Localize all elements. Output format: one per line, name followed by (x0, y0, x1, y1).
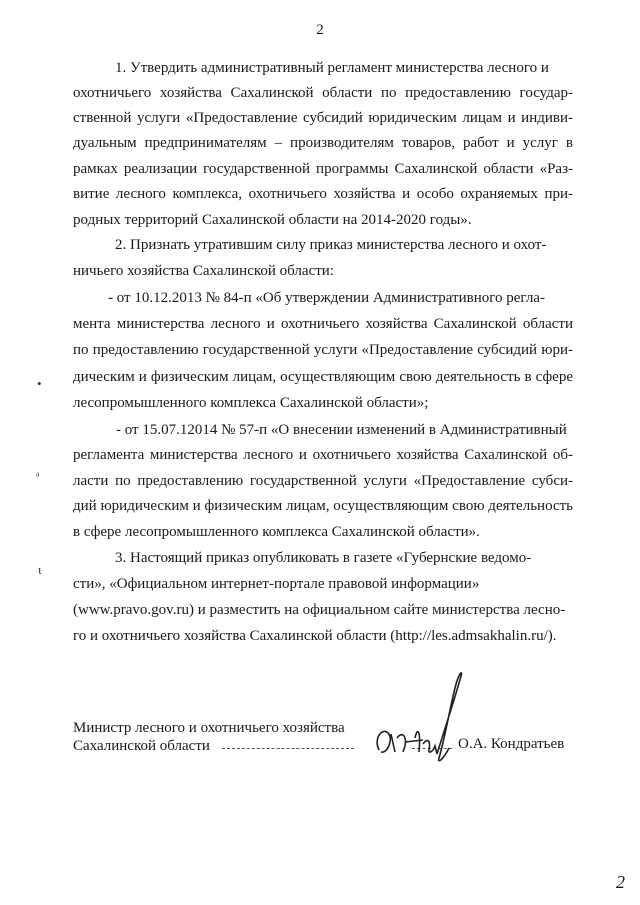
text-line: витие лесного комплекса, охотничьего хозяйства и особо охраняемых при- (73, 186, 573, 202)
text-line: охотничьего хозяйства Сахалинской области по предоставлению государ- (73, 85, 573, 101)
signatory-name: О.А. Кондратьев (458, 736, 565, 752)
text-line: рамках реализации государственной программы Сахалинской области «Раз- (73, 161, 573, 177)
signature-line (222, 748, 354, 749)
signatory-title: Министр лесного и охотничьего хозяйства (73, 720, 345, 736)
handwritten-signature (365, 668, 465, 768)
page-number: 2 (316, 22, 324, 38)
margin-mark: ᵃ (36, 468, 40, 483)
text-line: ственной услуги «Предоставление субсидий юридическим лицам и индиви- (73, 110, 573, 126)
text-line: мента министерства лесного и охотничьего хозяйства Сахалинской области (73, 316, 573, 332)
text-line: дий юридическим и физическим лицам, осуществляющим свою деятельность (73, 498, 573, 514)
text-line: 3. Настоящий приказ опубликовать в газете «Губернские ведомо- (115, 550, 532, 566)
text-line: дуальным предпринимателям – производителям товаров, работ и услуг в (73, 135, 573, 151)
text-line: 2. Признать утратившим силу приказ министерства лесного и охот- (115, 237, 547, 253)
text-line: 1. Утвердить административный регламент министерства лесного и (115, 60, 549, 76)
text-line: родных территорий Сахалинской области на 2014-2020 годы». (73, 212, 472, 228)
signatory-region: Сахалинской области (73, 738, 210, 754)
text-line: лесопромышленного комплекса Сахалинской области»; (73, 395, 429, 411)
margin-mark: • (37, 376, 42, 391)
text-line: сти», «Официальном интернет-портале правовой информации» (73, 576, 480, 592)
margin-mark: ɩ (38, 562, 42, 577)
text-line: ничьего хозяйства Сахалинской области: (73, 263, 334, 279)
text-line: - от 15.07.12014 № 57-п «О внесении изменений в Административный (116, 422, 567, 438)
text-line: (www.pravo.gov.ru) и разместить на официальном сайте министерства лесно- (73, 602, 566, 618)
text-line: го и охотничьего хозяйства Сахалинской области (http://les.admsakhalin.ru/). (73, 628, 557, 644)
text-line: по предоставлению государственной услуги «Предоставление субсидий юри- (73, 342, 573, 358)
text-line: дическим и физическим лицам, осуществляющим свою деятельность в сфере (73, 369, 573, 385)
text-line: в сфере лесопромышленного комплекса Сахалинской области». (73, 524, 480, 540)
text-line: - от 10.12.2013 № 84-п «Об утверждении Административного регла- (108, 290, 545, 306)
text-line: ласти по предоставлению государственной услуги «Предоставление субси- (73, 473, 573, 489)
text-line: регламента министерства лесного и охотничьего хозяйства Сахалинской об- (73, 447, 573, 463)
corner-mark: 2 (616, 872, 625, 892)
